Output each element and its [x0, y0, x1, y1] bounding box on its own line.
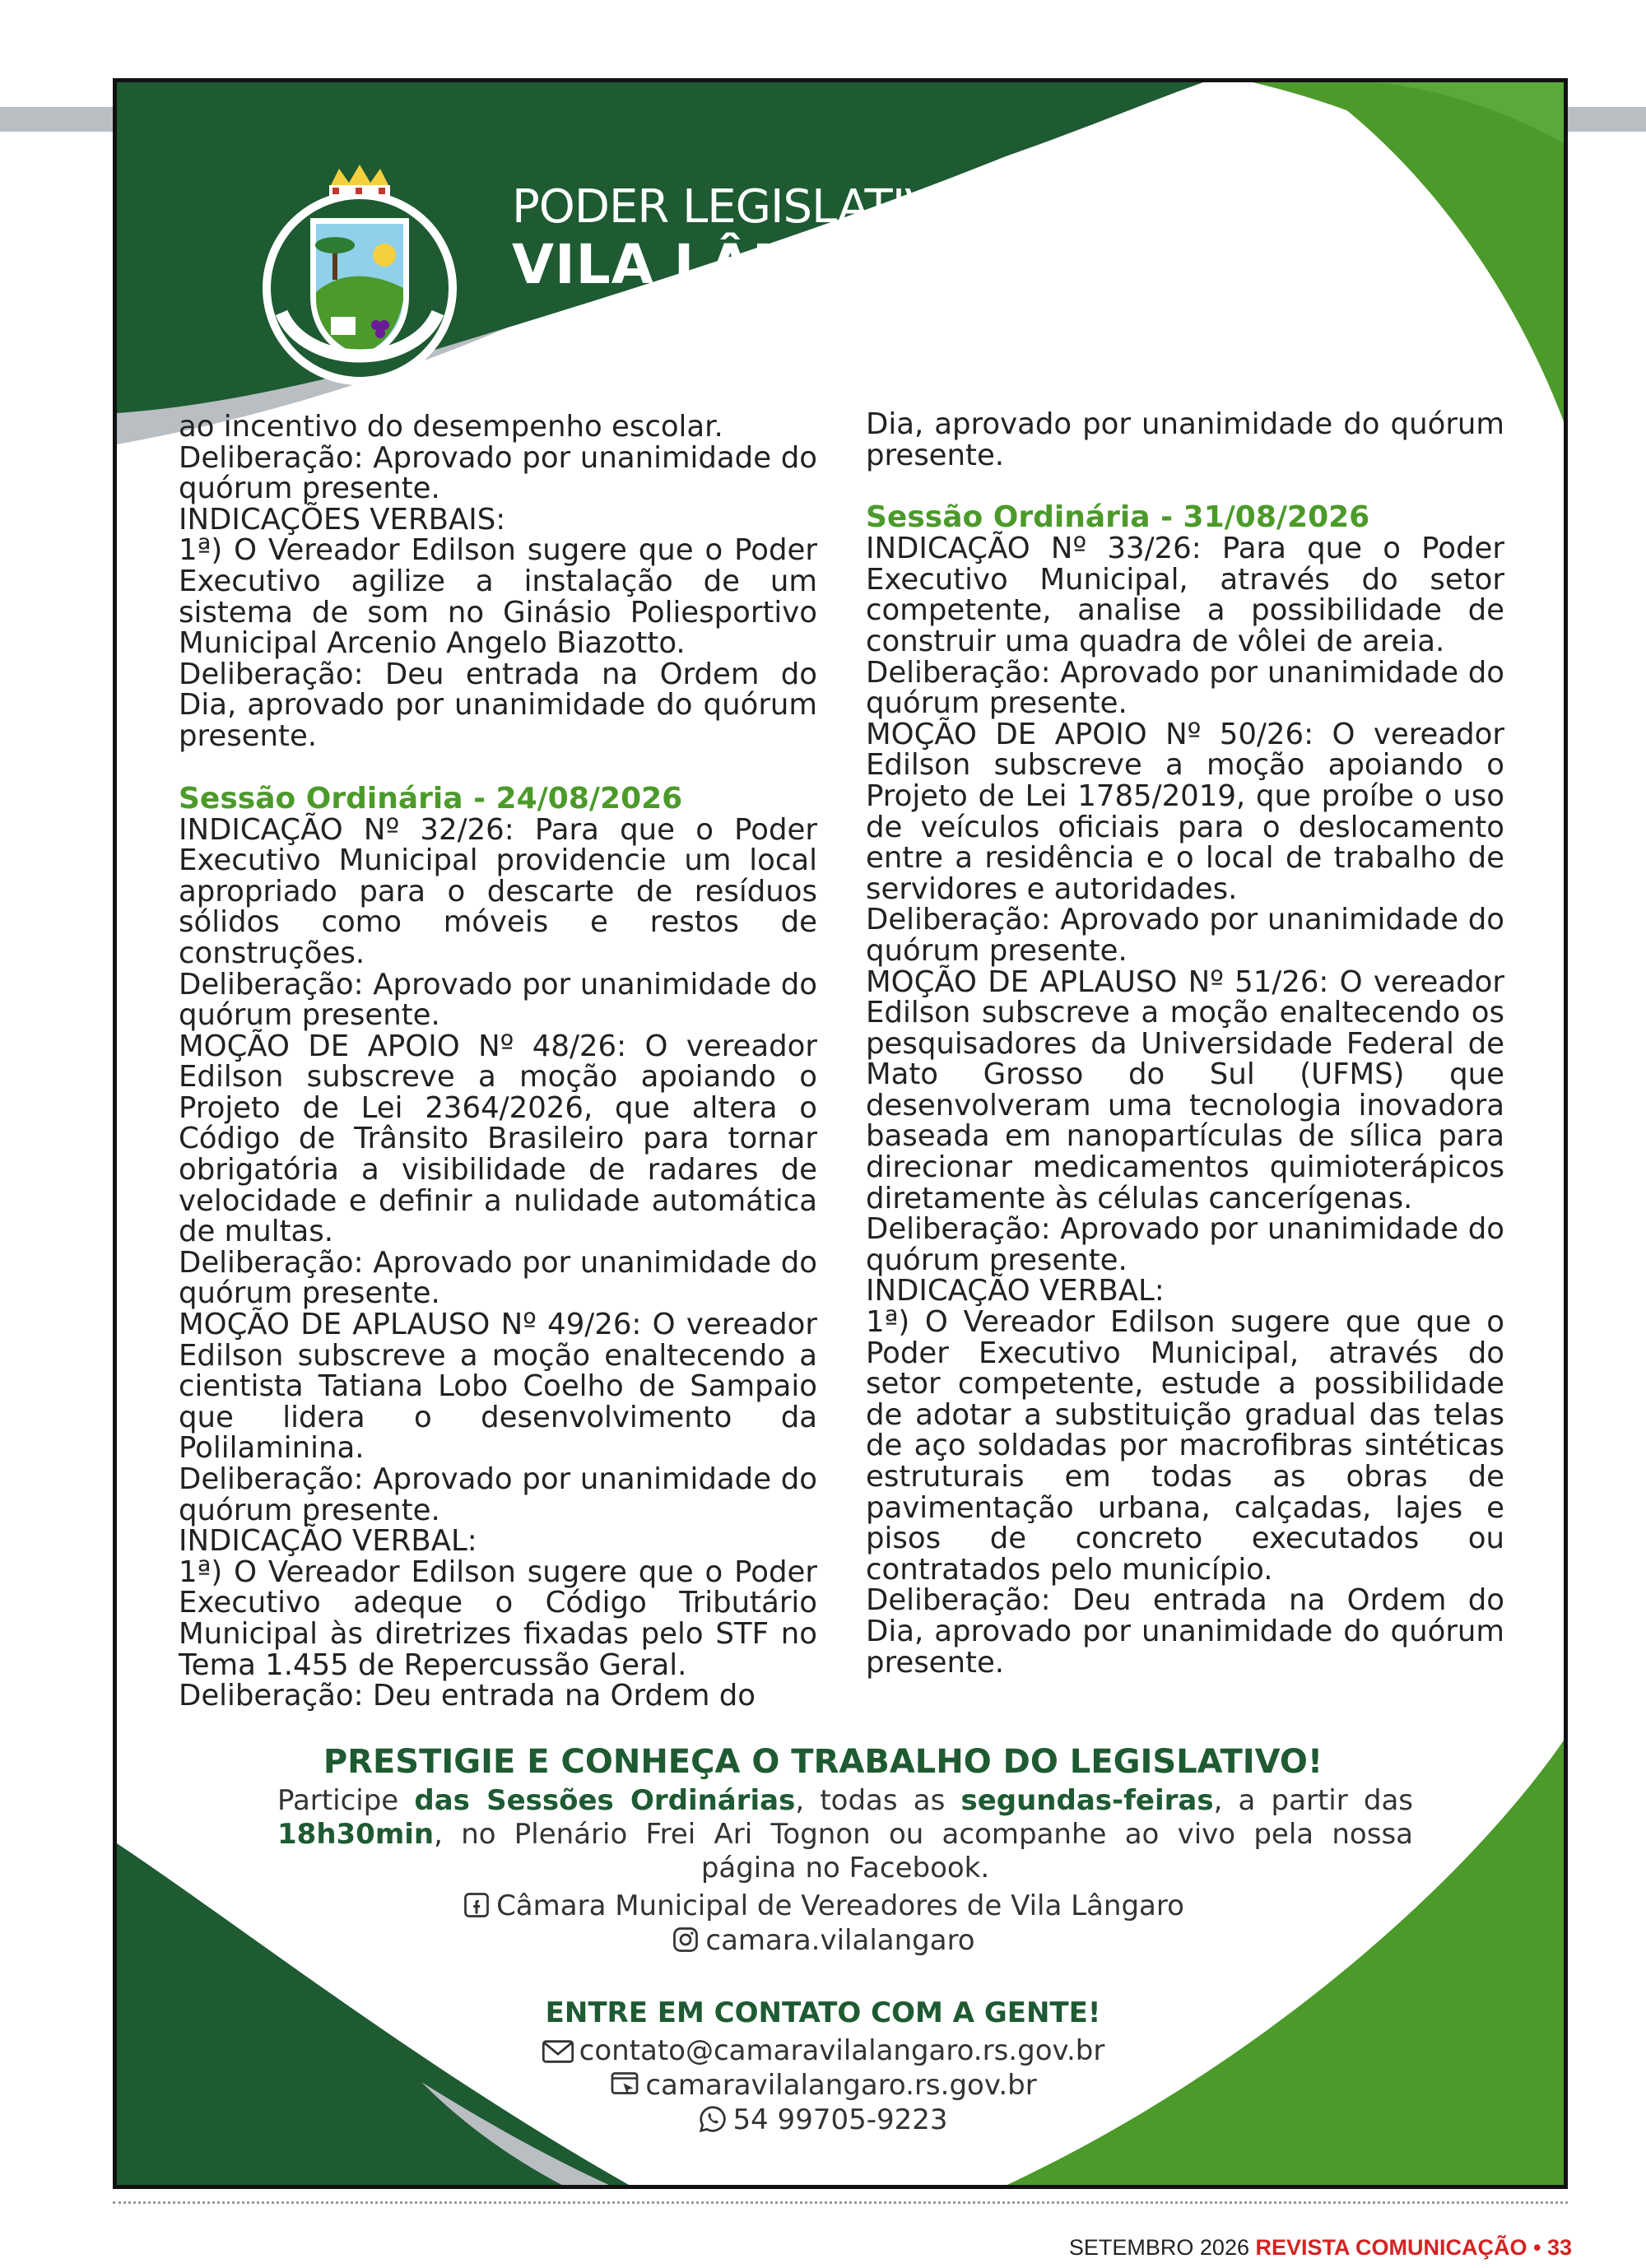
brand-title: [512, 181, 976, 296]
paragraph-gap: [866, 471, 1504, 502]
facebook-icon: [462, 1890, 491, 1920]
footer-divider: [113, 2201, 1568, 2204]
cta-bold-3: 18h30min: [277, 1818, 435, 1851]
brand-line-1: PODER LEGISLATIVO: [512, 180, 970, 234]
paragraph: Deliberação: Aprovado por unanimidade do quórum presente.: [179, 1245, 817, 1311]
cta-text: [277, 1784, 1413, 1885]
paragraph: Deliberação: Aprovado por unanimidade do quórum presente.: [179, 440, 817, 506]
paragraph: MOÇÃO DE APLAUSO Nº 49/26: O vereador Edilson subscreve a moção enaltecendo a cientista Tatiana Lobo Coelho de Sampaio que lidera o desenvolvimento da Polilaminina.: [179, 1308, 817, 1466]
paragraph: Deliberação: Aprovado por unanimidade do quórum presente.: [866, 903, 1504, 968]
paragraph: 1ª) O Vereador Edilson sugere que o Poder Executivo agilize a instalação de um sistema de som no Ginásio Poliesportivo Municipal Arcenio Angelo Biazotto.: [179, 533, 817, 661]
paragraph: 1ª) O Vereador Edilson sugere que que o Poder Executivo Municipal, através do setor competente, estude a possibilidade de adotar a substituição gradual das telas de aço soldadas por macrofibras sintéticas estruturais em todas as obras de pavimentação urbana, calçadas, lajes e pisos de concreto executados ou contratados pelo município.: [866, 1305, 1504, 1587]
paragraph: Deliberação: Aprovado por unanimidade do quórum presente.: [866, 655, 1504, 721]
instagram-icon: [671, 1925, 700, 1954]
email-icon: [542, 2038, 574, 2065]
paragraph: INDICAÇÃO Nº 33/26: Para que o Poder Executivo Municipal, através do setor competente, analise a possibilidade de construir uma quadra de vôlei de areia.: [866, 532, 1504, 658]
paragraph: ao incentivo do desempenho escolar.: [179, 410, 723, 444]
paragraph: INDICAÇÃO VERBAL:: [866, 1274, 1165, 1308]
phone-row[interactable]: [0, 2103, 1646, 2136]
paragraph: Deliberação: Aprovado por unanimidade do quórum presente.: [866, 1212, 1504, 1277]
instagram-label: camara.vilalangaro: [705, 1924, 975, 1957]
whatsapp-icon: [698, 2104, 728, 2134]
footer-month: SETEMBRO 2026: [1068, 2235, 1249, 2260]
contact-title: ENTRE EM CONTATO COM A GENTE!: [545, 1996, 1101, 2029]
cta-text-1: Participe: [277, 1784, 415, 1817]
cta-bold-1: das Sessões Ordinárias: [414, 1784, 796, 1817]
crest-icon: [232, 156, 487, 395]
paragraph: Dia, aprovado por unanimidade do quórum presente.: [866, 407, 1504, 472]
facebook-row[interactable]: [0, 1889, 1646, 1922]
paragraph: INDICAÇÃO Nº 32/26: Para que o Poder Executivo Municipal providencie um local apropriado para o descarte de resíduos sólidos como móveis e restos de construções.: [179, 812, 817, 970]
paragraph-gap: [179, 752, 817, 783]
email-row[interactable]: [0, 2034, 1646, 2067]
session-heading: Sessão Ordinária - 31/08/2026: [866, 500, 1370, 535]
website-row[interactable]: [0, 2069, 1646, 2102]
left-column: [179, 411, 817, 1712]
paragraph: INDICAÇÕES VERBAIS:: [179, 502, 506, 537]
cta-text-3: , a partir das: [1213, 1784, 1413, 1817]
municipal-crest: [232, 156, 487, 398]
facebook-label: Câmara Municipal de Vereadores de Vila Lângaro: [496, 1889, 1184, 1922]
paragraph: MOÇÃO DE APLAUSO Nº 51/26: O vereador Edilson subscreve a moção enaltecendo os pesquisadores da Universidade Federal de Mato Grosso do Sul (UFMS) que desenvolveram uma tecnologia inovadora baseada em nanopartículas de sílica para direcionar medicamentos quimioterápicos diretamente às células cancerígenas.: [866, 964, 1504, 1215]
session-heading: Sessão Ordinária - 24/08/2026: [179, 781, 683, 816]
paragraph: INDICAÇÃO VERBAL:: [179, 1524, 477, 1559]
paragraph: Deliberação: Aprovado por unanimidade do quórum presente.: [179, 1462, 817, 1527]
cta-text-4: , no Plenário Frei Ari Tognon ou acompanhe ao vivo pela nossa página no Facebook.: [434, 1818, 1413, 1885]
brand-line-2: VILA LÂNGARO: [512, 233, 977, 296]
phone-label: 54 99705-9223: [732, 2103, 948, 2136]
paragraph: MOÇÃO DE APOIO Nº 48/26: O vereador Edilson subscreve a moção apoiando o Projeto de Lei 2364/2026, que altera o Código de Trânsito Brasileiro para tornar obrigatória a visibilidade de radares de velocidade e definir a nulidade automática de multas.: [179, 1029, 817, 1249]
gray-band-left: [0, 107, 115, 132]
footer-magazine: REVISTA COMUNICAÇÃO • 33: [1255, 2235, 1572, 2260]
right-column: [866, 409, 1504, 1678]
paragraph: Deliberação: Deu entrada na Ordem do: [179, 1679, 756, 1713]
paragraph: MOÇÃO DE APOIO Nº 50/26: O vereador Edilson subscreve a moção apoiando o Projeto de Lei 1785/2019, que proíbe o uso de veículos oficiais para o deslocamento entre a residência e o local de trabalho de servidores e autoridades.: [866, 717, 1504, 906]
page-footer: [1069, 2235, 1572, 2261]
paragraph: Deliberação: Deu entrada na Ordem do Dia, aprovado por unanimidade do quórum presente.: [866, 1583, 1504, 1680]
website-icon: [609, 2070, 640, 2099]
website-label: camaravilalangaro.rs.gov.br: [645, 2069, 1037, 2102]
paragraph: Deliberação: Aprovado por unanimidade do quórum presente.: [179, 967, 817, 1033]
instagram-row[interactable]: [0, 1924, 1646, 1957]
gray-band-right: [1568, 107, 1646, 132]
cta-title: PRESTIGIE E CONHEÇA O TRABALHO DO LEGISLATIVO!: [323, 1743, 1323, 1781]
paragraph: Deliberação: Deu entrada na Ordem do Dia, aprovado por unanimidade do quórum presente.: [179, 657, 817, 753]
cta-bold-2: segundas-feiras: [960, 1784, 1214, 1817]
paragraph: 1ª) O Vereador Edilson sugere que o Poder Executivo adeque o Código Tributário Municipal às diretrizes fixadas pelo STF no Tema 1.455 de Repercussão Geral.: [179, 1555, 817, 1682]
cta-text-2: , todas as: [795, 1784, 961, 1817]
email-label: contato@camaravilalangaro.rs.gov.br: [579, 2034, 1105, 2067]
